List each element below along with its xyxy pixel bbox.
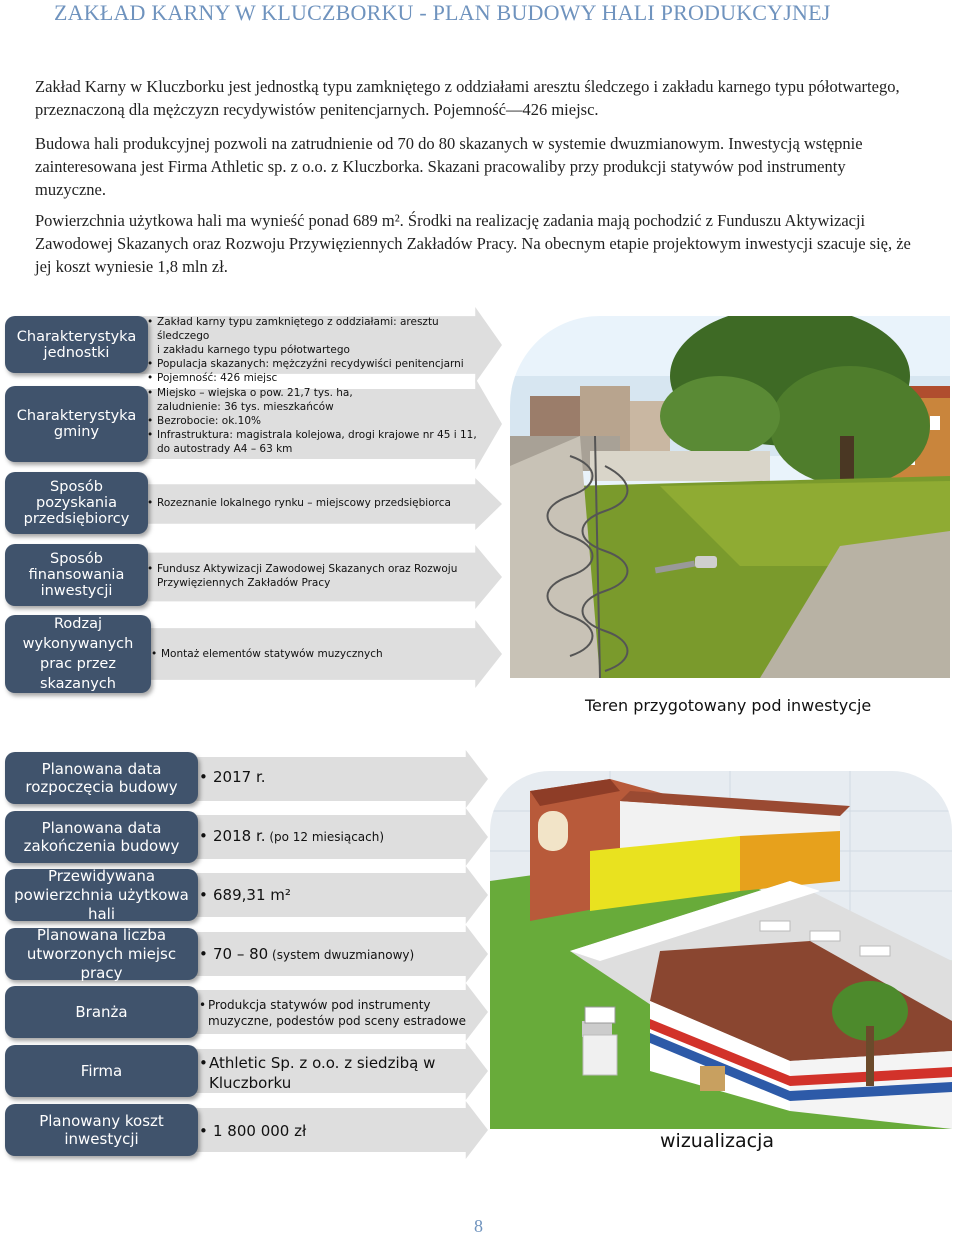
bullet-item: • Zakład karny typu zamkniętego z oddziałami: aresztu śledczego i zakładu karnego typu półotwartego — [147, 315, 477, 357]
bullet-item: • Montaż elementów statywów muzycznych — [151, 647, 481, 661]
value-end-date — [199, 827, 479, 845]
value-company — [199, 1053, 469, 1093]
bullet-item: • Miejsko – wiejska o pow. 21,7 tys. ha, zaludnienie: 36 tys. mieszkańców — [147, 386, 477, 414]
label-box-cost: Planowany koszt inwestycji — [5, 1104, 198, 1156]
value-item: • 689,31 m² — [199, 886, 469, 904]
bullets-municipality — [147, 386, 477, 456]
site-photo — [510, 316, 950, 678]
label-box-financing: Sposób finansowania inwestycji — [5, 544, 148, 606]
page-number: 8 — [474, 1216, 483, 1236]
value-area — [199, 886, 469, 904]
label-box-area: Przewidywana powierzchnia użytkowa hali — [5, 869, 198, 921]
value-item: • 2017 r. — [199, 768, 469, 786]
photo-caption: Teren przygotowany pod inwestycje — [585, 696, 872, 715]
paragraph-intro: Zakład Karny w Kluczborku jest jednostką typu zamkniętego z oddziałami aresztu śledczego i zakładu karnego typu półotwartego, przeznaczoną dla mężczyzn recydywistów penitencjarnych. Pojemność—426 miejsc. — [35, 77, 900, 119]
label-box-jobs: Planowana liczba utworzonych miejsc pracy — [5, 928, 198, 980]
bullet-item: • Populacja skazanych: mężczyźni recydywiści penitencjarni — [147, 357, 477, 371]
value-jobs — [199, 945, 484, 963]
bullets-financing — [147, 562, 477, 590]
label-box-industry: Branża — [5, 986, 198, 1038]
building-visualization — [490, 771, 952, 1129]
bullet-item: • Bezrobocie: ok.10% — [147, 414, 477, 428]
page-title: ZAKŁAD KARNY W KLUCZBORKU - PLAN BUDOWY HALI PRODUKCYJNEJ — [54, 0, 831, 25]
value-industry — [199, 997, 489, 1029]
label-box-sourcing: Sposób pozyskania przedsiębiorcy — [5, 472, 148, 534]
visualization-caption: wizualizacja — [660, 1130, 775, 1152]
bullet-item: • Infrastruktura: magistrala kolejowa, drogi krajowe nr 45 i 11, do autostrady A4 – 63 km — [147, 428, 477, 456]
value-cost — [199, 1122, 469, 1140]
bullet-item: • Fundusz Aktywizacji Zawodowej Skazanych oraz Rozwoju Przywięziennych Zakładów Pracy — [147, 562, 477, 590]
bullet-item: • Pojemność: 426 miejsc — [147, 371, 477, 385]
paragraph-construction: Budowa hali produkcyjnej pozwoli na zatrudnienie od 70 do 80 skazanych w systemie dwuzmianowym. Inwestycją wstępnie zainteresowana jest Firma Athletic sp. z o.o. z Kluczborka. Skazani pracowaliby przy produkcji statywów pod instrumenty muzyczne. — [35, 134, 863, 199]
label-box-company: Firma — [5, 1045, 198, 1097]
bullets-unit — [147, 315, 477, 385]
label-box-start-date: Planowana data rozpoczęcia budowy — [5, 752, 198, 804]
bullets-work-type — [151, 647, 481, 661]
bullets-sourcing — [147, 496, 477, 510]
label-box-work-type: Rodzaj wykonywanych prac przez skazanych — [5, 615, 151, 693]
value-item: • 2018 r. (po 12 miesiącach) — [199, 827, 479, 845]
label-box-municipality: Charakterystyka gminy — [5, 386, 148, 462]
paragraph-funding: Powierzchnia użytkowa hali ma wynieść ponad 689 m². Środki na realizację zadania mają pochodzić z Funduszu Aktywizacji Zawodowej Skazanych oraz Rozwoju Przywięziennych Zakładów Pracy. Na obecnym etapie projektowym inwestycji szacuje się, że jej koszt wyniesie 1,8 mln zł. — [35, 211, 911, 276]
label-box-unit: Charakterystyka jednostki — [5, 316, 148, 373]
bullet-item: • Rozeznanie lokalnego rynku – miejscowy przedsiębiorca — [147, 496, 477, 510]
label-box-end-date: Planowana data zakończenia budowy — [5, 811, 198, 863]
value-item: • 1 800 000 zł — [199, 1122, 469, 1140]
value-start-date — [199, 768, 469, 786]
value-item: • Produkcja statywów pod instrumenty muzyczne, podestów pod sceny estradowe — [199, 997, 489, 1029]
value-item: • 70 – 80 (system dwuzmianowy) — [199, 945, 484, 963]
value-item: • Athletic Sp. z o.o. z siedzibą w Kluczborku — [199, 1053, 469, 1093]
